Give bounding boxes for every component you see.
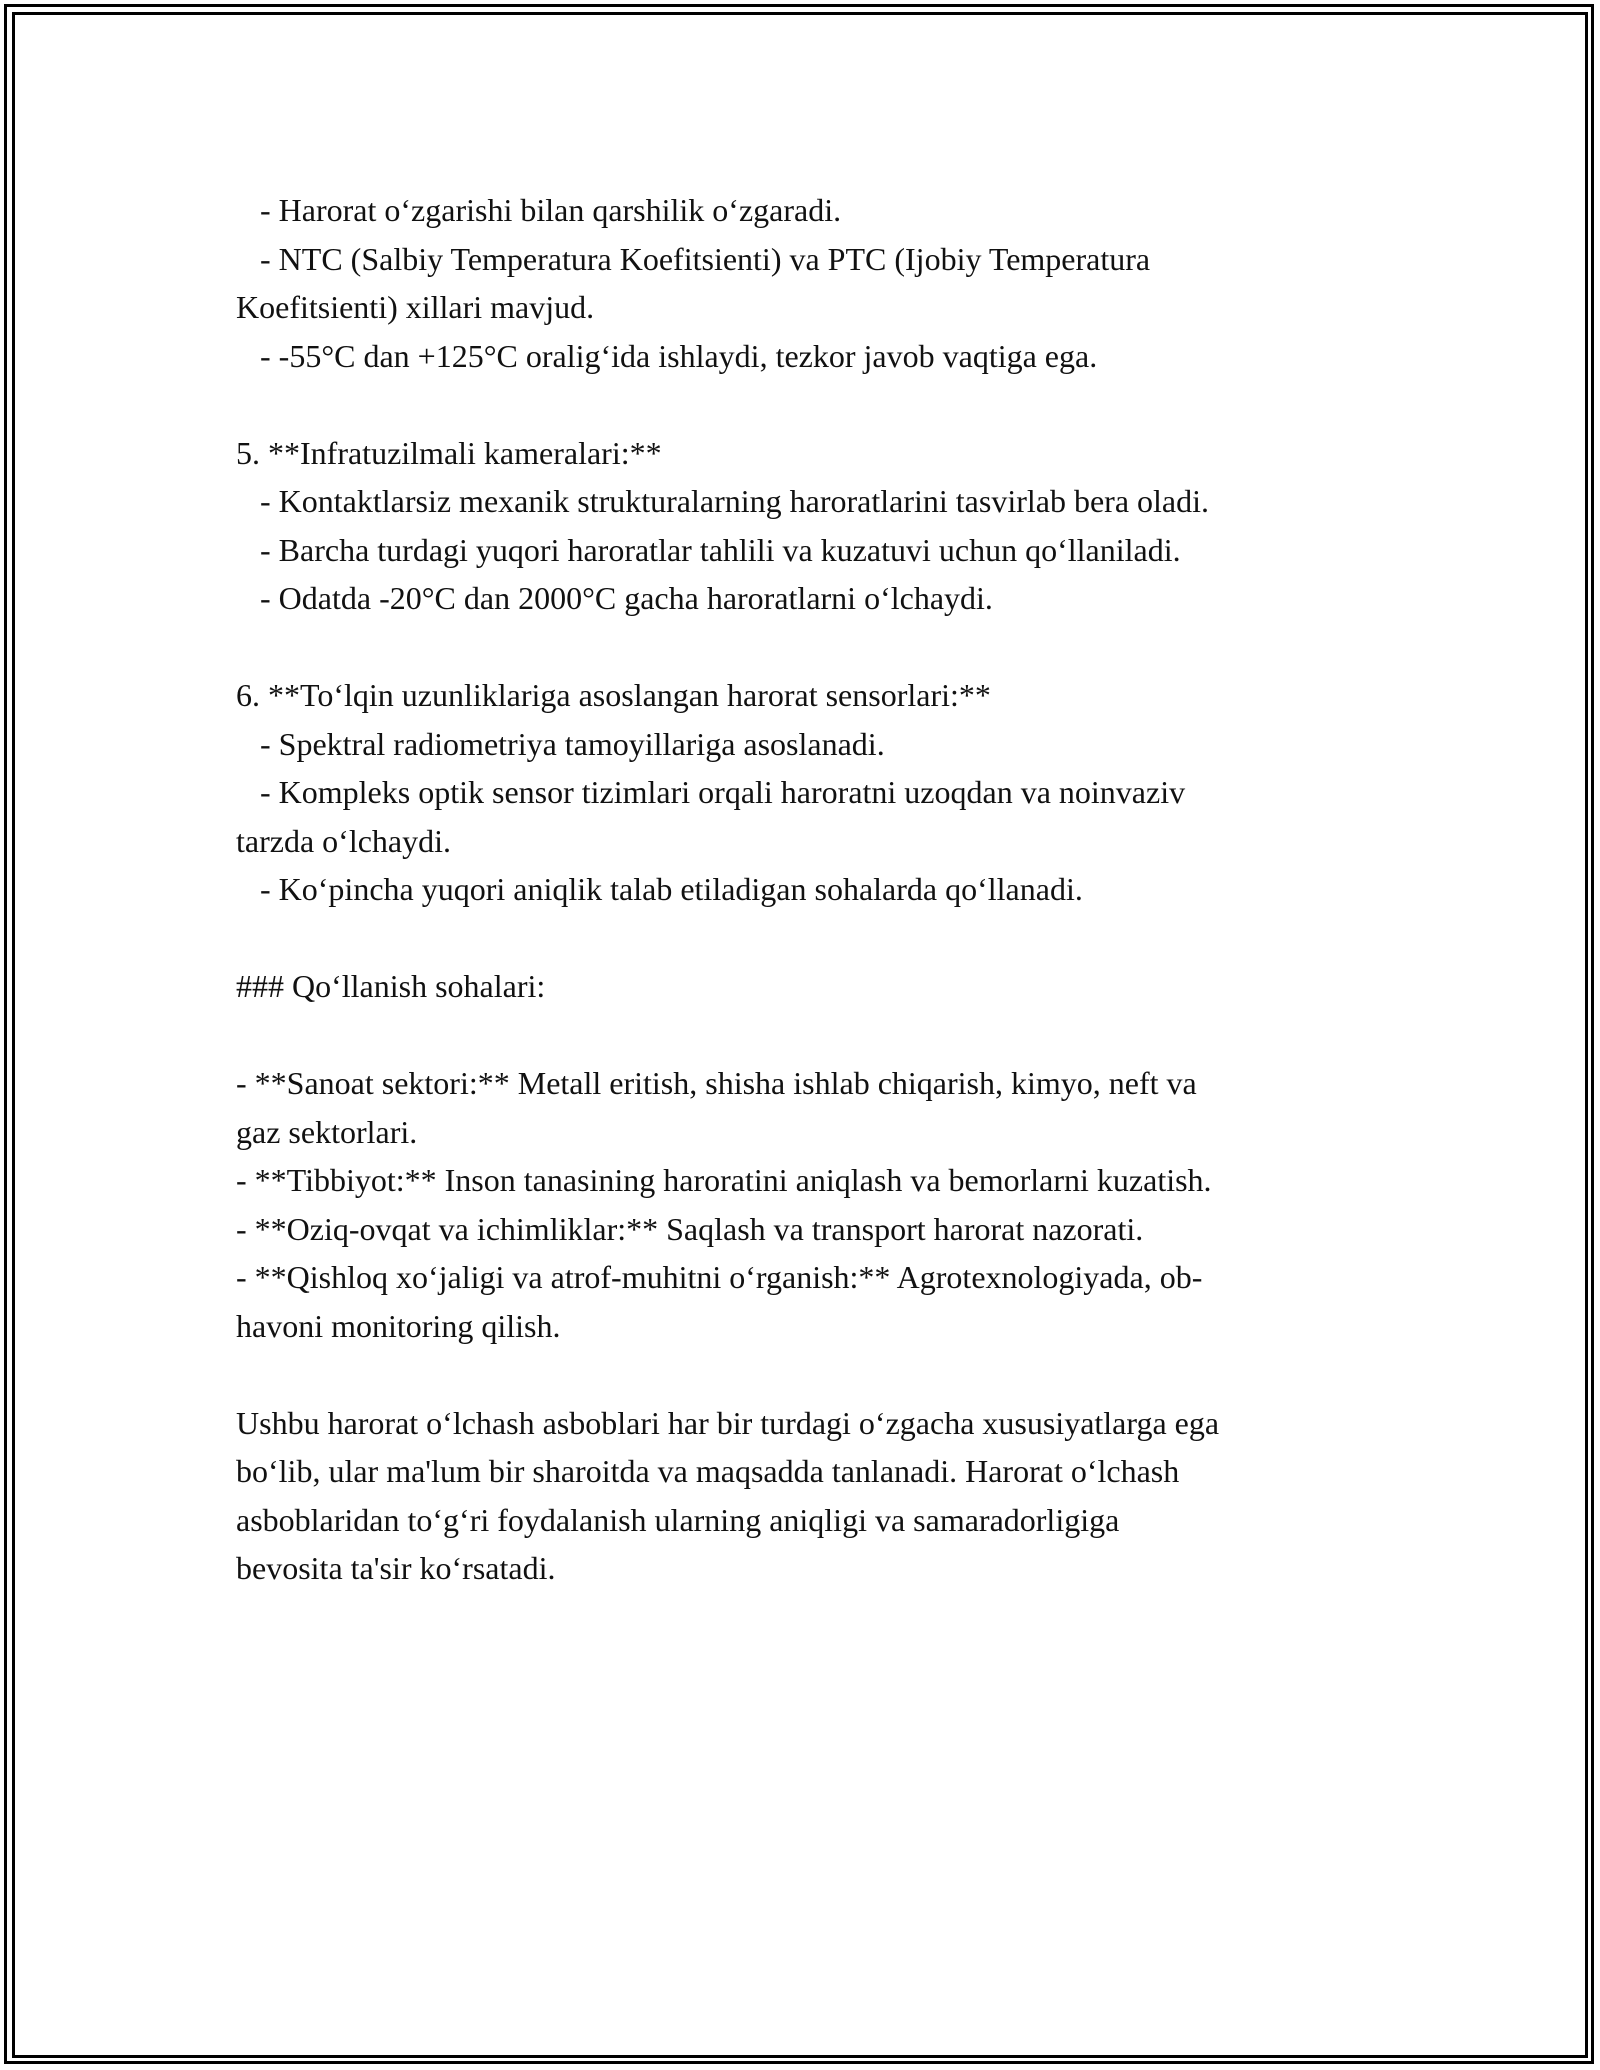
text-line: - Ko‘pincha yuqori aniqlik talab etiladigan sohalarda qo‘llanadi.: [236, 871, 1083, 907]
text-line: - Spektral radiometriya tamoyillariga asoslanadi.: [236, 725, 885, 762]
list-item: - **Tibbiyot:** Inson tanasining haroratini aniqlash va bemorlarni kuzatish.: [236, 1162, 1212, 1198]
document-body: [236, 186, 1376, 1593]
section-heading: 5. **Infratuzilmali kameralari:**: [236, 434, 662, 471]
conclusion-paragraph: asboblaridan to‘g‘ri foydalanish ularning aniqligi va samaradorligiga: [236, 1501, 1120, 1538]
text-line: - Barcha turdagi yuqori haroratlar tahlili va kuzatuvi uchun qo‘llaniladi.: [236, 531, 1181, 568]
text-line: tarzda o‘lchaydi.: [236, 822, 451, 859]
subsection-heading: ### Qo‘llanish sohalari:: [236, 968, 546, 1004]
conclusion-paragraph: bo‘lib, ular ma'lum bir sharoitda va maqsadda tanlanadi. Harorat o‘lchash: [236, 1453, 1180, 1489]
blank-line: [236, 623, 1376, 672]
conclusion-paragraph: bevosita ta'sir ko‘rsatadi.: [236, 1550, 556, 1586]
conclusion-paragraph: Ushbu harorat o‘lchash asboblari har bir turdagi o‘zgacha xususiyatlarga ega: [236, 1404, 1220, 1441]
text-line: - -55°C dan +125°C oralig‘ida ishlaydi, tezkor javob vaqtiga ega.: [236, 337, 1098, 374]
text-line: - Kompleks optik sensor tizimlari orqali haroratni uzoqdan va noinvaziv: [236, 774, 1186, 810]
text-line: - NTC (Salbiy Temperatura Koefitsienti) va PTC (Ijobiy Temperatura: [236, 240, 1151, 277]
blank-line: [236, 1011, 1376, 1060]
list-item: - **Qishloq xo‘jaligi va atrof-muhitni o‘rganish:** Agrotexnologiyada, ob-: [236, 1259, 1203, 1295]
list-item: gaz sektorlari.: [236, 1113, 418, 1150]
text-line: - Odatda -20°C dan 2000°C gacha haroratlarni o‘lchaydi.: [236, 580, 993, 616]
list-item: - **Sanoat sektori:** Metall eritish, shisha ishlab chiqarish, kimyo, neft va: [236, 1065, 1197, 1101]
list-item: - **Oziq-ovqat va ichimliklar:** Saqlash va transport harorat nazorati.: [236, 1210, 1144, 1247]
blank-line: [236, 1350, 1376, 1399]
section-heading: 6. **To‘lqin uzunliklariga asoslangan harorat sensorlari:**: [236, 677, 991, 713]
blank-line: [236, 380, 1376, 429]
text-line: Koefitsienti) xillari mavjud.: [236, 289, 595, 325]
list-item: havoni monitoring qilish.: [236, 1307, 561, 1344]
blank-line: [236, 914, 1376, 963]
text-line: - Kontaktlarsiz mexanik strukturalarning haroratlarini tasvirlab bera oladi.: [236, 483, 1209, 519]
text-line: - Harorat o‘zgarishi bilan qarshilik o‘zgaradi.: [236, 192, 842, 228]
